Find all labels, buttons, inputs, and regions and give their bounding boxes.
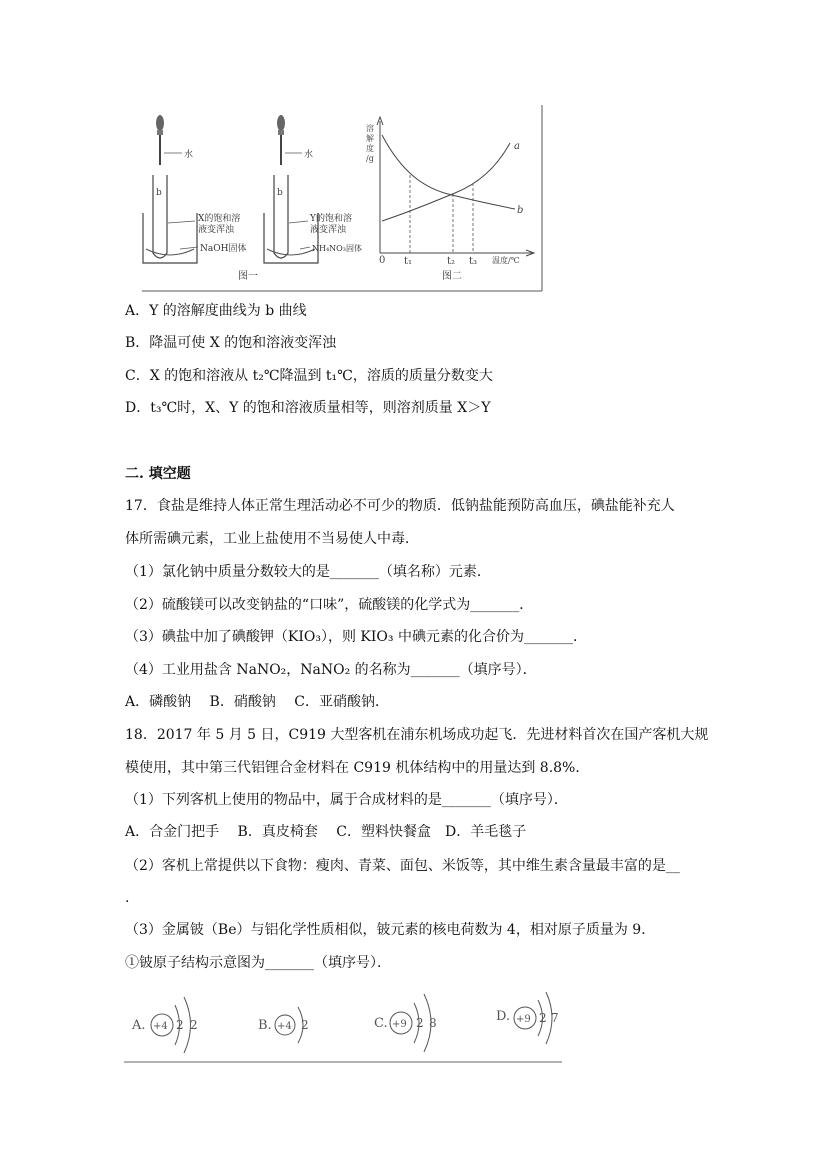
q16-option-b: B．降温可使 X 的饱和溶液变浑浊 [125, 335, 337, 351]
svg-text:b: b [277, 188, 283, 198]
q16-option-d: D．t₃℃时，X、Y 的饱和溶液质量相等，则溶剂质量 X＞Y [125, 400, 491, 416]
q17-sub-3: （3）碘盐中加了碘酸钾（KIO₃），则 KIO₃ 中碘元素的化合价为_______． [125, 629, 587, 645]
q17-sub-4: （4）工业用盐含 NaNO₂，NaNO₂ 的名称为_______（填序号）． [125, 662, 537, 678]
q18-stem-2: 模使用，其中第三代铝锂合金材料在 C919 机体结构中的用量达到 8.8%． [125, 760, 590, 776]
section-title: 二. 填空题 [125, 466, 191, 482]
svg-text:2: 2 [301, 1018, 309, 1032]
atom-option-c [374, 994, 437, 1052]
svg-text:+4: +4 [277, 1021, 292, 1032]
q17-sub-2: （2）硫酸镁可以改变钠盐的“口味”，硫酸镁的化学式为_______． [125, 597, 534, 613]
solubility-graph [366, 117, 534, 282]
svg-text:+9: +9 [392, 1019, 407, 1030]
svg-text:2: 2 [176, 1018, 184, 1032]
svg-text:度: 度 [366, 144, 374, 153]
solid-naoh-label: NaOH固体 [200, 244, 247, 254]
q16-option-a: A．Y 的溶解度曲线为 b 曲线 [125, 303, 307, 319]
svg-text:B.: B. [258, 1018, 272, 1033]
water-label: 水 [184, 150, 194, 160]
svg-text:溶: 溶 [366, 124, 374, 133]
tube-label-x-1: X的饱和溶 [198, 214, 241, 224]
svg-text:8: 8 [429, 1016, 437, 1030]
svg-text:+9: +9 [516, 1014, 531, 1025]
atom-option-d [496, 992, 559, 1044]
tick-t2: t₂ [447, 256, 456, 267]
solid-nh4no3-label: NH₄NO₃固体 [312, 244, 362, 253]
q16-option-c: C．X 的饱和溶液从 t₂℃降温到 t₁℃，溶质的质量分数变大 [125, 368, 493, 384]
svg-text:C.: C. [374, 1016, 388, 1031]
beaker-setup-x [143, 115, 258, 282]
q18-sub-1-options: A．合金门把手 B．真皮椅套 C．塑料快餐盒 D．羊毛毯子 [125, 824, 527, 840]
q18-sub-3-q1: ①铍原子结构示意图为_______（填序号）． [125, 955, 391, 971]
svg-text:A.: A. [132, 1018, 146, 1033]
svg-text:解: 解 [366, 134, 374, 143]
tick-t3: t₃ [469, 256, 478, 267]
svg-text:7: 7 [551, 1011, 559, 1025]
atom-structure-options [120, 982, 570, 1064]
svg-text:2: 2 [416, 1016, 424, 1030]
svg-text:D.: D. [496, 1009, 511, 1024]
svg-text:+4: +4 [153, 1021, 168, 1032]
x-axis-label: 温度/℃ [492, 256, 520, 265]
tube-label-y-2: 液变浑浊 [310, 225, 347, 235]
tube-label-y-1: Y的饱和溶 [310, 214, 352, 224]
tube-label-x-2: 液变浑浊 [198, 225, 235, 235]
beaker-setup-y [264, 115, 362, 263]
curve-b-label: b [517, 205, 524, 216]
svg-text:b: b [156, 188, 162, 198]
curve-a-label: a [514, 141, 520, 152]
svg-text:2: 2 [190, 1018, 198, 1032]
atom-option-b [258, 1007, 309, 1043]
svg-text:0: 0 [379, 255, 386, 266]
water-label: 水 [304, 150, 314, 160]
q18-sub-2: （2）客机上常提供以下食物：瘦肉、青菜、面包、米饭等，其中维生素含量最丰富的是__ [125, 858, 680, 874]
tick-t1: t₁ [404, 256, 413, 267]
q17-stem-1: 17．食盐是维持人体正常生理活动必不可少的物质．低钠盐能预防高血压，碘盐能补充人 [125, 498, 675, 514]
q17-sub-1: （1）氯化钠中质量分数较大的是_______（填名称）元素． [125, 564, 491, 580]
figure-caption-2: 图二 [442, 271, 462, 282]
q18-sub-3: （3）金属铍（Be）与铝化学性质相似，铍元素的核电荷数为 4，相对原子质量为 9． [125, 922, 656, 938]
q18-sub-1: （1）下列客机上使用的物品中，属于合成材料的是_______（填序号）． [125, 792, 568, 808]
q17-options: A．磷酸钠 B．硝酸钠 C．亚硝酸钠． [125, 694, 390, 710]
atom-option-a [131, 997, 198, 1053]
svg-text:2: 2 [539, 1011, 547, 1025]
svg-text:/g: /g [366, 154, 374, 163]
q18-stem-1: 18．2017 年 5 月 5 日，C919 大型客机在浦东机场成功起飞．先进材料首次在国产客机大规 [125, 727, 709, 743]
q17-stem-2: 体所需碘元素，工业上盐使用不当易使人中毒． [125, 531, 419, 547]
q18-sub-2-end: . [125, 890, 130, 906]
figure-caption-1: 图一 [238, 271, 258, 282]
solubility-figure [140, 103, 545, 293]
